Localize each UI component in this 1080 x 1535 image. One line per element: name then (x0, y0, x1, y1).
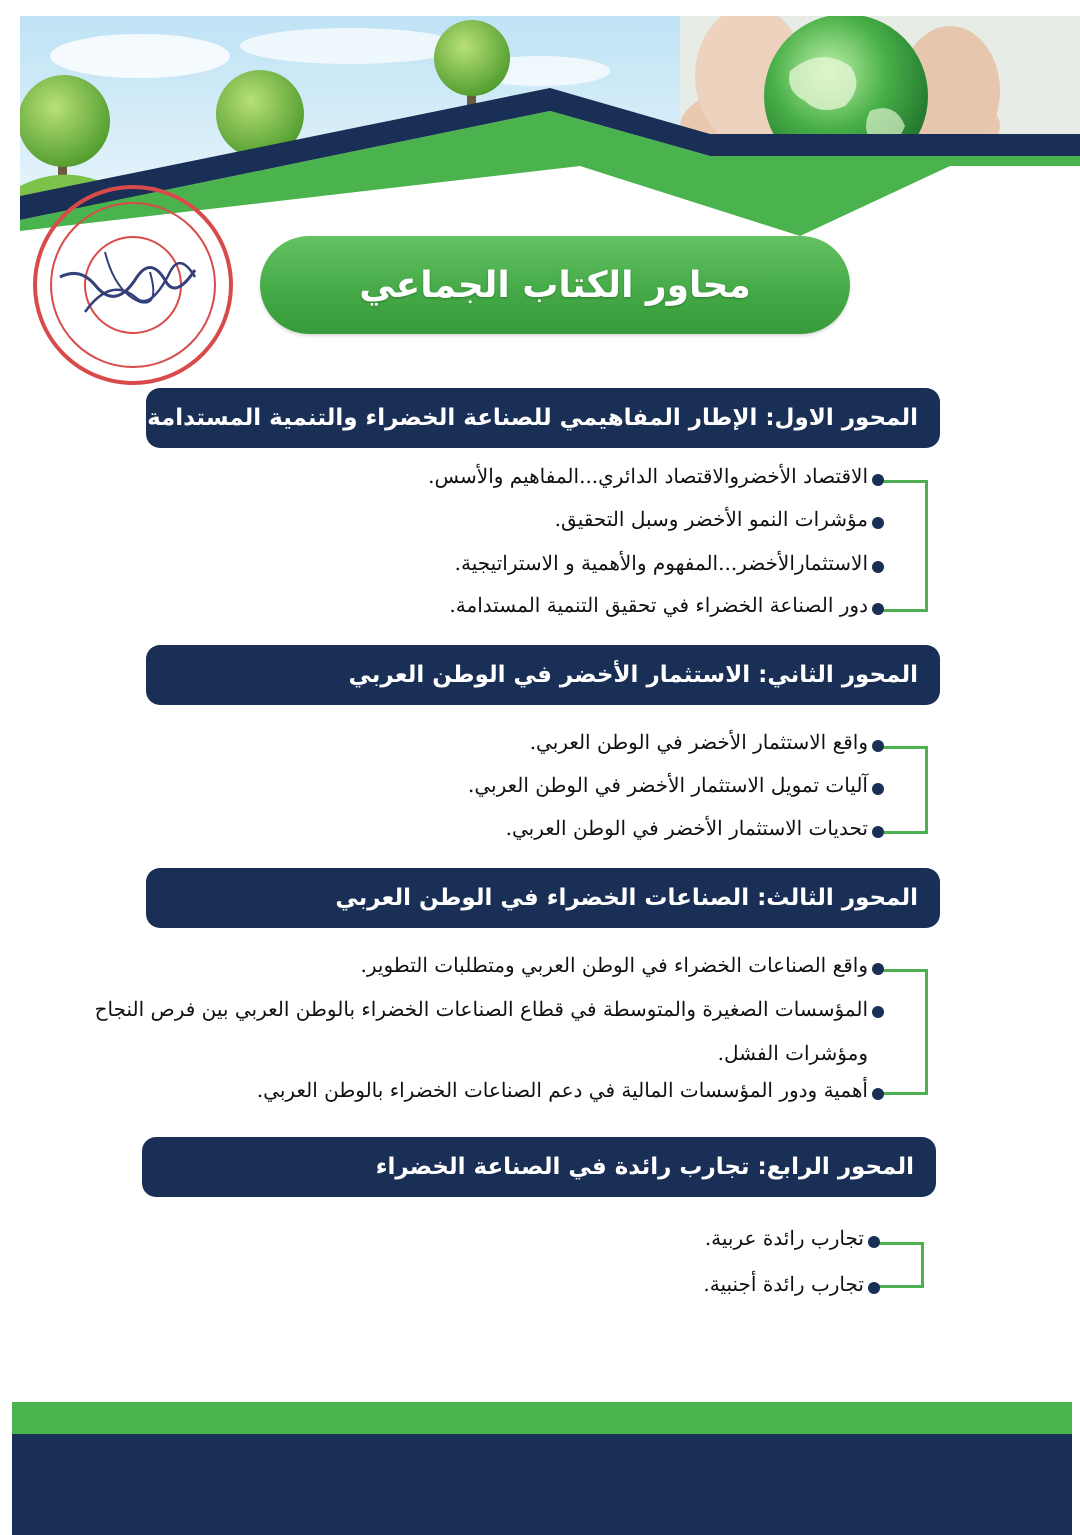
axis-1-header (146, 388, 940, 448)
bullet-icon (872, 826, 884, 838)
axis-1-item-4: دور الصناعة الخضراء في تحقيق التنمية المستدامة. (449, 593, 868, 617)
axis-3-item-3: أهمية ودور المؤسسات المالية في دعم الصناعات الخضراء بالوطن العربي. (256, 1078, 868, 1102)
bullet-icon (868, 1282, 880, 1294)
official-stamp (30, 182, 236, 388)
axis-3-item-1: واقع الصناعات الخضراء في الوطن العربي ومتطلبات التطوير. (360, 953, 868, 977)
bullet-icon (872, 740, 884, 752)
axis-3-header (146, 868, 940, 928)
axis-2-item-2: آليات تمويل الاستثمار الأخضر في الوطن العربي. (467, 773, 868, 797)
page-title: محاور الكتاب الجماعي (359, 264, 751, 306)
bullet-icon (872, 561, 884, 573)
axis-2-item-3: تحديات الاستثمار الأخضر في الوطن العربي. (505, 816, 868, 840)
axis-4-item-1: تجارب رائدة عربية. (704, 1226, 864, 1250)
axis-1-title: المحور الاول: الإطار المفاهيمي للصناعة الخضراء والتنمية المستدامة (147, 405, 918, 431)
footer-green-band (12, 1402, 1072, 1434)
axis-2-item-1: واقع الاستثمار الأخضر في الوطن العربي. (529, 730, 868, 754)
axis-1-item-2: مؤشرات النمو الأخضر وسبل التحقيق. (554, 507, 868, 531)
axis-4-bracket (876, 1242, 924, 1288)
axis-2-bracket (880, 746, 928, 834)
axis-4-title: المحور الرابع: تجارب رائدة في الصناعة الخضراء (375, 1154, 914, 1180)
bullet-icon (872, 1006, 884, 1018)
axis-4-item-2: تجارب رائدة أجنبية. (703, 1272, 864, 1296)
axis-1-item-3: الاستثمارالأخضر...المفهوم والأهمية و الاستراتيجية. (454, 551, 868, 575)
bullet-icon (868, 1236, 880, 1248)
bullet-icon (872, 474, 884, 486)
axis-3-bracket (880, 969, 928, 1095)
axis-3-item-2: المؤسسات الصغيرة والمتوسطة في قطاع الصناعات الخضراء بالوطن العربي بين فرص النجاح ومؤشرات الفشل. (94, 997, 868, 1065)
bullet-icon (872, 963, 884, 975)
axis-4-header (142, 1137, 936, 1197)
axis-1-item-1: الاقتصاد الأخضروالاقتصاد الدائري...المفاهيم والأسس. (428, 464, 868, 488)
footer-navy-band (12, 1434, 1072, 1535)
bullet-icon (872, 1088, 884, 1100)
seal-icon (30, 182, 236, 388)
bullet-icon (872, 603, 884, 615)
bullet-icon (872, 517, 884, 529)
axis-3-title: المحور الثالث: الصناعات الخضراء في الوطن العربي (335, 885, 918, 911)
axis-2-header (146, 645, 940, 705)
bullet-icon (872, 783, 884, 795)
axis-1-bracket (880, 480, 928, 612)
title-banner (260, 236, 850, 334)
axis-2-title: المحور الثاني: الاستثمار الأخضر في الوطن العربي (348, 662, 918, 688)
